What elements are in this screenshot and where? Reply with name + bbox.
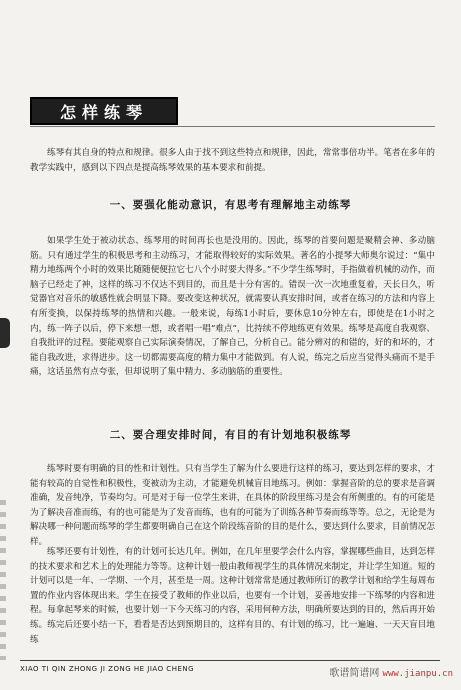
footer-divider — [20, 660, 440, 661]
section-2-body-continued: 练琴还要有计划性，有的计划可长达几年。例如，在几年里要学会什么内容，掌握哪些曲目，达到怎样的技术要求和艺术上的处理能力等等。这种计划一般由教师视学生的具体情况来制定，并让学生知道。短的计划可以是一年、一学期、一个月，甚至是一周。这种计划常常是通过教师所订的教学计划和给学生每周布置的作业内容体现出来。学生在接受了教师的作业以后，也要有一个计划，妥善地安排一下练琴的内容和进程。每拿起琴来的时候，也要计划一下今天练习的内容，采用何种方法，明确所要达到的目的，然后再开始练。练完后还要小结一下，看看是否达到预期目的，这样有目的、有计划的练习，比一遍遍、一天天盲目地练 — [30, 547, 435, 645]
intro-paragraph: 练琴有其自身的特点和规律。很多人由于找不到这些特点和规律，因此，常常事倍功半。笔者在多年的教学实践中，感到以下四点是提高练琴效果的基本要求和前提。 — [30, 148, 435, 173]
title-divider — [30, 126, 435, 127]
chapter-title: 怎样练琴 — [59, 102, 148, 122]
section-2-body: 练琴时要有明确的目的性和计划性。只有当学生了解为什么要进行这样的练习，要达到怎样的要求，才能有较高的自觉性和积极性，变被动为主动，才能避免机械盲目地练习。例如：掌握音阶的总的要求是音调准确，发音纯净，节奏均匀。可是对于每一位学生来讲，在具体的阶段里练习是会有所侧重的。有的可能是为了解决音准而练，有的也可能是为了发音而练，也有的可能为了训练各种节奏而练等等。总之，无论是为解决哪一种问题而练琴的学生都要明确自己在这个阶段练音阶的目的是什么，要达到什么要求，目前情况怎样。 — [30, 464, 435, 547]
watermark — [329, 664, 453, 679]
page-edge-tab — [0, 318, 10, 348]
watermark-site: 歌谱简谱网 — [329, 668, 380, 679]
section-1-body: 如果学生处于被动状态、练琴用的时间再长也是没用的。因此，练琴的首要问题是聚精会神、多动脑筋。只有通过学生的积极思考和主动练习，才能取得较好的实际效果。著名的小提琴大师奥尔说过：“集中精力地练两个小时的效果比随随便便拉它七八个小时要大得多。”不少学生练琴时，手指做着机械的动作，而脑子已经走了神，这样的练习不仅达不到目的，而且是十分有害的。错误一次一次地重复着，天长日久，听觉器官对音乐的敏感性就会明显下降。要改变这种状况，就需要认真安排时间，或者在练习的方法和内容上有所变换，以保持练琴的热情和兴趣。一般来说，每练1小时后，要休息10分钟左右，即使是在1小时之内，练一阵子以后，停下来想一想，或者唱一唱“难点”，比持续不停地练更有效果。练琴是高度自我观察、自我批评的过程。要能观察自己实际演奏情况，了解自己，分析自己。能分辨对的和错的，好的和坏的，才能自我改进，求得进步。这一切都需要高度的精力集中才能做到。有人说，练完之后应当觉得头痛而不是手痛，这话虽然有点夸张，但却说明了集中精力、多动脑筋的重要性。 — [30, 236, 435, 378]
section-1-heading: 一、要强化能动意识，有思考有理解地主动练琴 — [109, 199, 352, 211]
watermark-url: www.jianpu.cn — [382, 669, 453, 679]
section-2-heading: 二、要合理安排时间，有目的有计划地积极练琴 — [109, 429, 352, 441]
chapter-title-block — [30, 97, 178, 125]
book-title-footer: XIAO TI QIN ZHONG JI ZONG HE JIAO CHENG — [20, 665, 195, 673]
page-edge-marks — [0, 500, 6, 660]
